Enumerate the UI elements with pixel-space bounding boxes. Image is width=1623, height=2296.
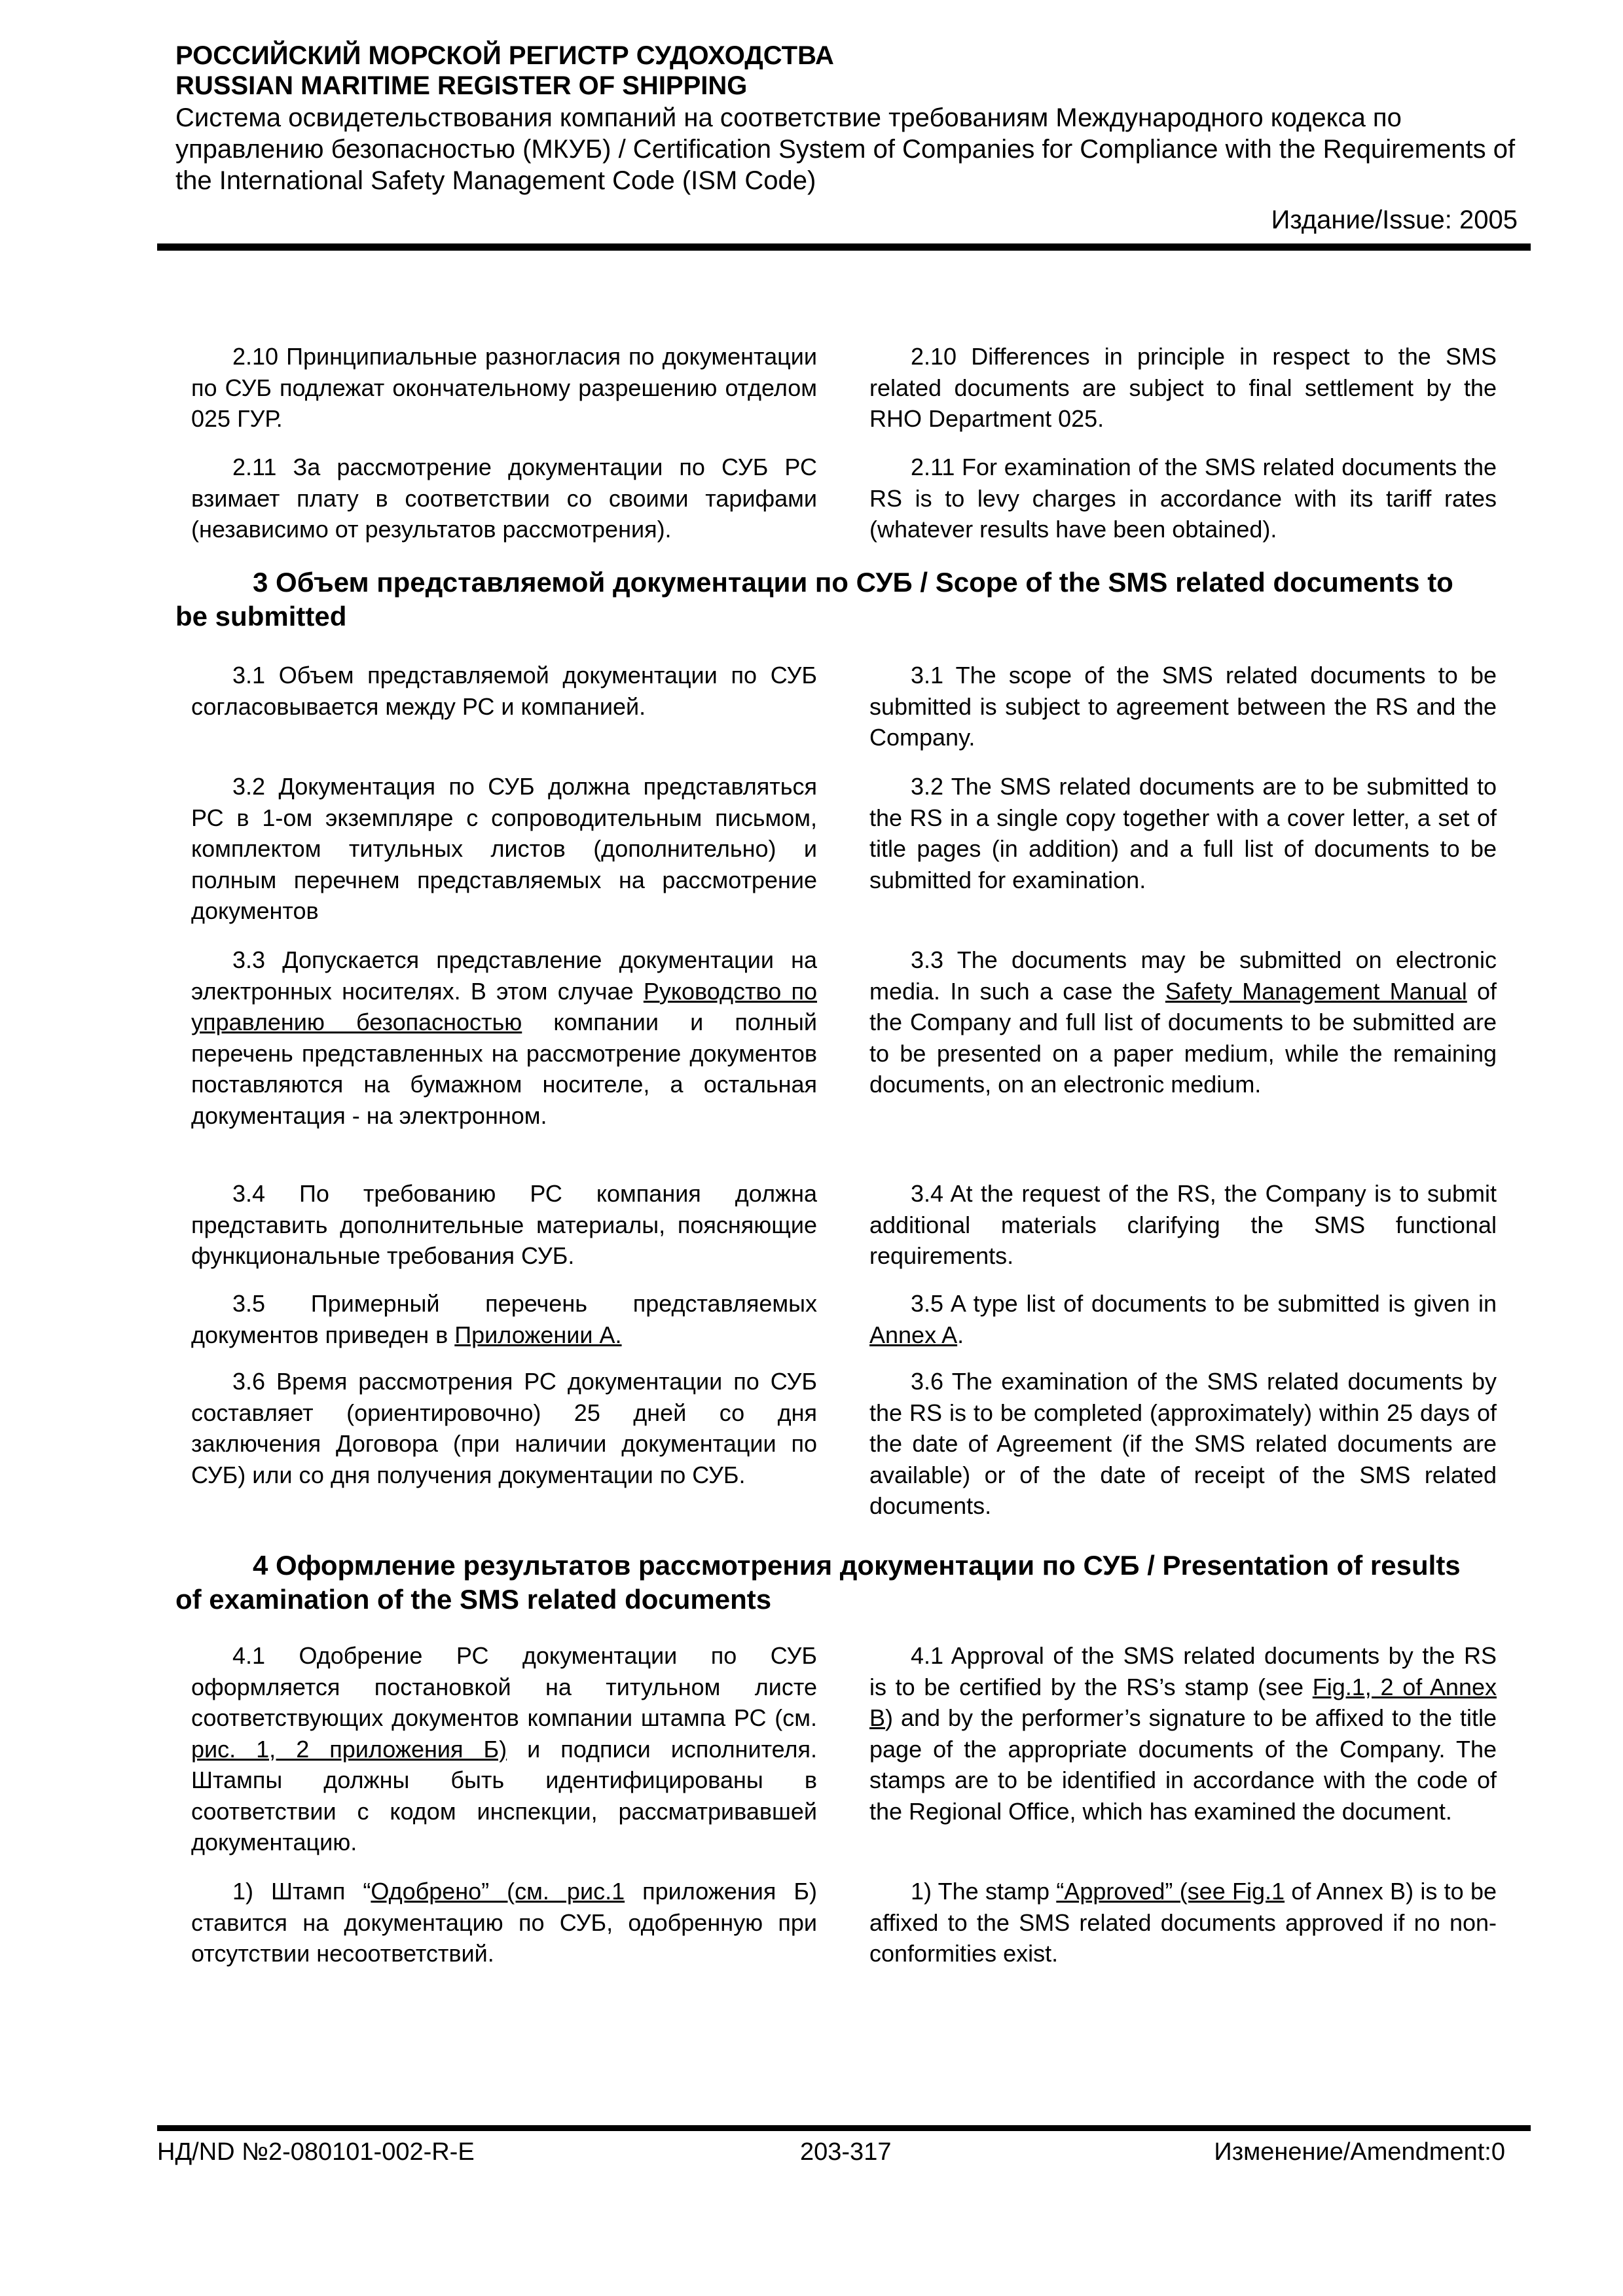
paragraph-3-5-en-end: . xyxy=(957,1321,964,1348)
safety-management-manual-link-en[interactable]: Safety Management Manual xyxy=(1165,977,1467,1005)
paragraph-3-3-en-text-a: 3.3 The documents may be submitted on electronic media. In such a case the xyxy=(869,946,1497,1005)
paragraph-4-1-1-ru xyxy=(191,1876,817,1969)
paragraph-3-4-ru: 3.4 По требованию РС компания должна представить дополнительные материалы, поясняющие функциональные требования СУБ. xyxy=(191,1180,817,1269)
paragraph-2-10-en: 2.10 Differences in principle in respect to the SMS related documents are subject to final settlement by the RHO Department 025. xyxy=(869,343,1497,432)
paragraph-4-1-ru-text-a: 4.1 Одобрение РС документации по СУБ оформляется постановкой на титульном листе соответствующих документов компании штампа РС (см. xyxy=(191,1642,817,1731)
paragraph-3-3-ru-text-a: 3.3 Допускается представление документации на электронных носителях. В этом случае xyxy=(191,946,817,1005)
organization-name-en: RUSSIAN MARITIME REGISTER OF SHIPPING xyxy=(175,71,748,100)
paragraph-3-2-ru: 3.2 Документация по СУБ должна представляться РС в 1-ом экземпляре с сопроводительным письмом, комплектом титульных листов (дополнительно) и полным перечнем представляемых на рассмотрение документов xyxy=(191,773,817,924)
paragraph-2-11-en: 2.11 For examination of the SMS related documents the RS is to levy charges in accordance with its tariff rates (whatever results have been obtained). xyxy=(869,454,1497,543)
safety-management-manual-link-ru[interactable]: Руководство по управлению безопасностью xyxy=(191,977,817,1035)
page-number: 203-317 xyxy=(800,2138,892,2166)
paragraph-3-3-ru-text-b: компании и полный перечень представленных на рассмотрение документов поставляются на бумажном носителе, а остальная документация - на электронном. xyxy=(191,1009,817,1129)
paragraph-3-5-ru xyxy=(191,1288,817,1350)
system-title: Система освидетельствования компаний на соответствие требованиям Международного кодекса по управлению безопасностью (МКУБ) / Certification System of Companies for Compliance with the Requirements of the International Safety Management Code (ISM Code) xyxy=(175,103,1516,195)
paragraph-3-2-en: 3.2 The SMS related documents are to be submitted to the RS in a single copy together with a cover letter, a set of title pages (in addition) and a full list of documents to be submitted for examination. xyxy=(869,773,1497,893)
paragraph-3-3-ru xyxy=(191,944,817,1131)
section-3-heading: 3 Объем представляемой документации по СУБ / Scope of the SMS related documents to be submitted xyxy=(175,567,1453,632)
footer-divider xyxy=(157,2125,1531,2131)
figure-1-2-annex-b-link-ru[interactable]: рис. 1, 2 приложения Б) xyxy=(191,1735,507,1763)
paragraph-4-1-en xyxy=(869,1640,1497,1827)
paragraph-4-1-1-ru-text-a: 1) Штамп “ xyxy=(232,1878,371,1905)
header-divider xyxy=(157,243,1531,251)
paragraph-4-1-en-text-a: 4.1 Approval of the SMS related documents by the RS is to be certified by the RS’s stamp (see xyxy=(869,1642,1497,1700)
paragraph-3-3-en xyxy=(869,944,1497,1100)
paragraph-3-5-en xyxy=(869,1288,1497,1350)
issue-label: Издание/Issue: 2005 xyxy=(1271,206,1518,234)
paragraph-2-10-ru: 2.10 Принципиальные разногласия по документации по СУБ подлежат окончательному разрешению отделом 025 ГУР. xyxy=(191,343,817,432)
paragraph-4-1-1-en xyxy=(869,1876,1497,1969)
paragraph-4-1-1-ru-text-b: приложения Б) ставится на документацию по СУБ, одобренную при отсутствии несоответствий. xyxy=(191,1878,817,1967)
approved-stamp-link-ru[interactable]: Одобрено” (см. рис.1 xyxy=(371,1878,625,1905)
paragraph-2-11-ru: 2.11 За рассмотрение документации по СУБ РС взимает плату в соответствии со своими тарифами (независимо от результатов рассмотрения). xyxy=(191,454,817,543)
paragraph-3-5-en-text: 3.5 A type list of documents to be submitted is given in xyxy=(911,1290,1497,1317)
paragraph-4-1-en-text-b: ) and by the performer’s signature to be affixed to the title page of the appropriate documents of the Company. The stamps are to be identified in accordance with the code of the Regional Office, which has examined the document. xyxy=(869,1704,1497,1825)
paragraph-3-3-en-text-b: of the Company and full list of documents to be submitted are to be presented on a paper medium, while the remaining documents, on an electronic medium. xyxy=(869,977,1497,1098)
page-header xyxy=(175,41,1518,236)
paragraph-3-1-en: 3.1 The scope of the SMS related documents to be submitted is subject to agreement between the RS and the Company. xyxy=(869,662,1497,751)
paragraph-3-6-ru: 3.6 Время рассмотрения РС документации по СУБ составляет (ориентировочно) 25 дней со дня заключения Договора (при наличии документации по СУБ) или со дня получения документации по СУБ. xyxy=(191,1368,817,1488)
paragraph-3-5-ru-text: 3.5 Примерный перечень представляемых документов приведен в xyxy=(191,1290,817,1348)
paragraph-4-1-1-en-text-b: of Annex B) is to be affixed to the SMS related documents approved if no non-conformities exist. xyxy=(869,1878,1497,1967)
paragraph-4-1-ru-text-b: и подписи исполнителя. Штампы должны быть идентифицированы в соответствии с кодом инспекции, рассматривавшей документацию. xyxy=(191,1735,817,1856)
document-number: НД/ND №2-080101-002-R-E xyxy=(157,2138,475,2166)
annex-a-link-ru[interactable]: Приложении А. xyxy=(454,1321,622,1348)
amendment-label: Изменение/Amendment:0 xyxy=(1214,2138,1505,2166)
figure-1-2-annex-b-link-en[interactable]: Fig.1, 2 of Annex B xyxy=(869,1673,1497,1731)
paragraph-4-1-1-en-text-a: 1) The stamp xyxy=(911,1878,1057,1905)
organization-name-ru: РОССИЙСКИЙ МОРСКОЙ РЕГИСТР СУДОХОДСТВА xyxy=(175,41,834,70)
annex-a-link-en[interactable]: Annex A xyxy=(869,1321,958,1348)
paragraph-3-4-en: 3.4 At the request of the RS, the Company is to submit additional materials clarifying the SMS functional requirements. xyxy=(869,1180,1497,1269)
approved-stamp-link-en[interactable]: “Approved” (see Fig.1 xyxy=(1056,1878,1285,1905)
section-4-heading: 4 Оформление результатов рассмотрения документации по СУБ / Presentation of results of examination of the SMS related documents xyxy=(175,1550,1461,1615)
paragraph-4-1-ru xyxy=(191,1640,817,1858)
paragraph-3-6-en: 3.6 The examination of the SMS related documents by the RS is to be completed (approximately) within 25 days of the date of Agreement (if the SMS related documents are available) or of the date of receipt of the SMS related documents. xyxy=(869,1368,1497,1519)
paragraph-3-1-ru: 3.1 Объем представляемой документации по СУБ согласовывается между РС и компанией. xyxy=(191,662,817,720)
